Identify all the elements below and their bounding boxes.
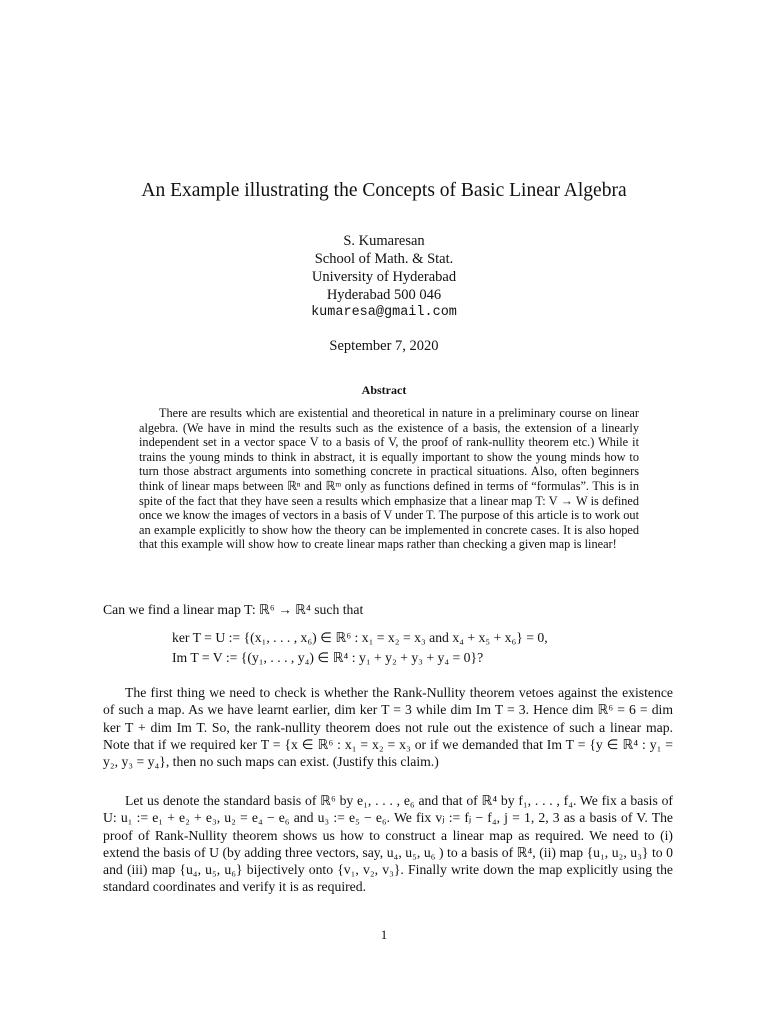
paper-title: An Example illustrating the Concepts of Basic Linear Algebra: [141, 180, 627, 201]
rank-nullity-paragraph: The first thing we need to check is whether the Rank-Nullity theorem vetoes against the existence of such a map. As we have learnt earlier, dim ker T = 3 while dim Im T = 3. Hence dim ℝ⁶ = 6 = dim ker T + dim Im T. So, the rank-nullity theorem does not rule out the existence of such a linear map. Note that if we required ker T = {x ∈ ℝ⁶ : x₁ = x₂ = x₃ or if we demanded that Im T = {y ∈ ℝ⁴ : y₁ = y₂, y₃ = y₄}, then no such maps can exist. (Justify this claim.): [103, 685, 673, 770]
abstract-text: There are results which are existential and theoretical in nature in a preliminary course on linear algebra. (We have in mind the results such as the existence of a basis, the extension of a linearly independent set in a vector space V to a basis of V, the proof of rank-nullity theorem etc.) While it trains the young minds to think in abstract, it is equally important to show the young minds how to turn those abstract arguments into something concrete in practical situations. Also, often beginners think of linear maps between ℝⁿ and ℝᵐ only as functions defined in terms of “formulas”. This is in spite of the fact that they have seen a results which emphasize that a linear map T: V → W is defined once we know the images of vectors in a basis of V under T. The purpose of this article is to work out an example explicitly to show how the theory can be implemented in concrete cases. It is also hoped that this example will show how to create linear maps rather than checking a given map is linear!: [139, 406, 639, 552]
basis-construction-paragraph: Let us denote the standard basis of ℝ⁶ by e₁, . . . , e₆ and that of ℝ⁴ by f₁, . . . , f₄. We fix a basis of U: u₁ := e₁ + e₂ + e₃, u₂ = e₄ − e₆ and u₃ := e₅ − e₆. We fix vⱼ := fⱼ − f₄, j = 1, 2, 3 as a basis of V. The proof of Rank-Nullity theorem shows us how to construct a linear map as required. We need to (i) extend the basis of U (by adding three vectors, say, u₄, u₅, u₆ ) to a basis of ℝ⁴, (ii) map {u₁, u₂, u₃} to 0 and (iii) map {u₄, u₅, u₆} bijectively onto {v₁, v₂, v₃}. Finally write down the map explicitly using the standard coordinates and verify it is as required.: [103, 793, 673, 895]
author-department: School of Math. & Stat.: [314, 251, 454, 267]
equation-image: Im T = V := {(y₁, . . . , y₄) ∈ ℝ⁴ : y₁ + y₂ + y₃ + y₄ = 0}?: [172, 650, 484, 665]
abstract-heading: Abstract: [361, 383, 407, 397]
author-email: kumaresa@gmail.com: [311, 305, 457, 320]
author-city: Hyderabad 500 046: [326, 287, 442, 303]
paper-date: September 7, 2020: [329, 338, 439, 354]
author-block: [0, 232, 768, 322]
author-university: University of Hyderabad: [311, 269, 457, 285]
author-name: S. Kumaresan: [343, 233, 425, 249]
page-number: 1: [380, 927, 388, 942]
question-paragraph: Can we find a linear map T: ℝ⁶ → ℝ⁴ such that: [103, 602, 364, 617]
display-equations: [172, 628, 692, 668]
equation-kernel: ker T = U := {(x₁, . . . , x₆) ∈ ℝ⁶ : x₁ = x₂ = x₃ and x₄ + x₅ + x₆} = 0,: [172, 630, 548, 645]
